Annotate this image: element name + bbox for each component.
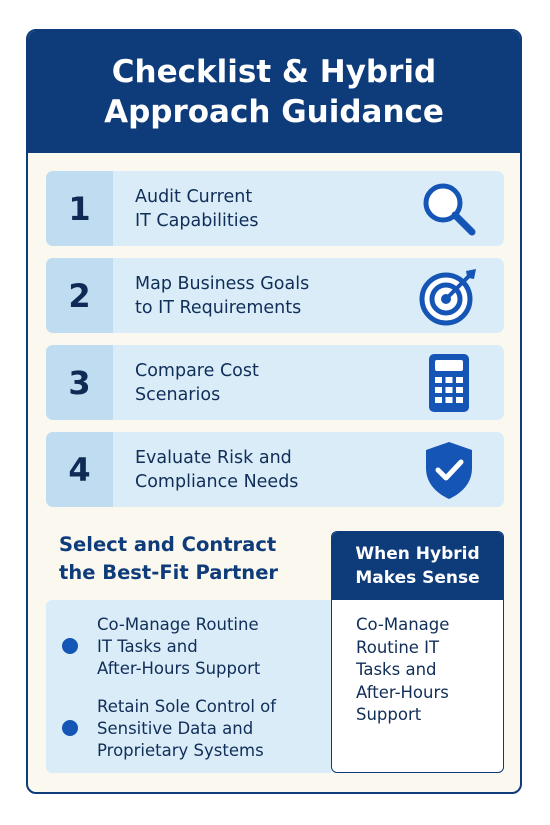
bullet-text: Co-Manage Routine IT Tasks and After-Hours Support	[97, 615, 261, 678]
bullet-dot-icon	[62, 638, 78, 654]
checklist-step-1	[46, 171, 504, 246]
hybrid-panel-body: Co-Manage Routine IT Tasks and After-Hours Support	[356, 615, 450, 724]
magnifier-icon	[416, 176, 482, 242]
step-number: 2	[46, 258, 113, 333]
header-banner	[28, 31, 520, 153]
bullet-text: Retain Sole Control of Sensitive Data and Proprietary Systems	[97, 697, 277, 760]
checklist-step-4	[46, 432, 504, 507]
step-label: Evaluate Risk and Compliance Needs	[135, 447, 299, 492]
partner-section-title: Select and Contract the Best-Fit Partner	[59, 533, 279, 584]
shield-check-icon	[416, 437, 482, 503]
step-number: 3	[46, 345, 113, 420]
step-number: 1	[46, 171, 113, 246]
partner-bullet-box	[46, 600, 331, 773]
calculator-icon	[416, 350, 482, 416]
hybrid-panel-title: When Hybrid Makes Sense	[355, 544, 480, 588]
step-label: Compare Cost Scenarios	[135, 360, 259, 405]
hybrid-panel	[331, 531, 504, 773]
step-number: 4	[46, 432, 113, 507]
checklist-step-2	[46, 258, 504, 333]
hybrid-panel-header	[332, 532, 503, 600]
page-title: Checklist & Hybrid Approach Guidance	[104, 54, 444, 130]
target-icon	[416, 263, 482, 329]
step-label: Map Business Goals to IT Requirements	[135, 273, 310, 318]
step-label: Audit Current IT Capabilities	[135, 186, 259, 231]
bullet-dot-icon	[62, 720, 78, 736]
guidance-card	[26, 29, 522, 794]
checklist-step-3	[46, 345, 504, 420]
